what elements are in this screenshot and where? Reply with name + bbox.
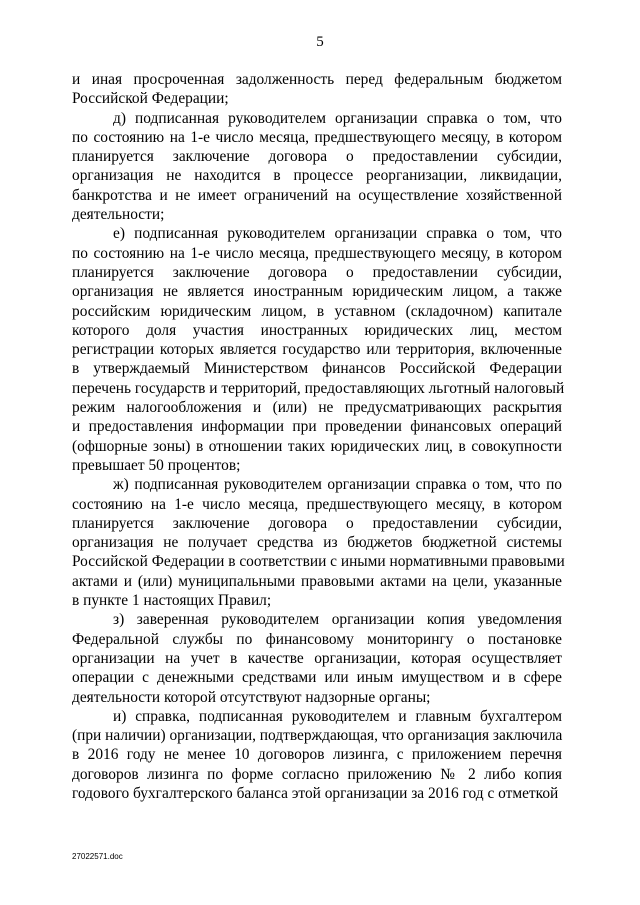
text-line: годового бухгалтерского баланса этой организации за 2016 год с отметкой bbox=[72, 784, 559, 802]
text-line: з) заверенная руководителем организации копия уведомления bbox=[113, 611, 562, 629]
text-line: состоянию на 1-е число месяца, предшествующего месяцу, в котором bbox=[72, 495, 562, 513]
text-line: которого доля участия иностранных юридических лиц, местом bbox=[72, 321, 562, 339]
text-line: по состоянию на 1-е число месяца, предшествующего месяцу, в котором bbox=[72, 128, 562, 146]
text-line: деятельности; bbox=[72, 206, 165, 224]
text-line: Российской Федерации в соответствии с иными нормативными правовыми bbox=[72, 553, 565, 571]
text-line: организации на учет в качестве организации, которая осуществляет bbox=[72, 649, 562, 667]
text-line: ж) подписанная руководителем организации справка о том, что по bbox=[113, 476, 562, 494]
page-number: 5 bbox=[316, 34, 324, 50]
paragraph bbox=[72, 475, 565, 610]
text-line: актами и (или) муниципальными правовыми актами на цели, указанные bbox=[72, 572, 562, 590]
text-line: в пункте 1 настоящих Правил; bbox=[72, 592, 272, 610]
text-line: перечень государств и территорий, предоставляющих льготный налоговый bbox=[72, 379, 565, 397]
text-line: регистрации которых является государство или территория, включенные bbox=[72, 341, 562, 359]
text-line: организация не находится в процессе реорганизации, ликвидации, bbox=[72, 167, 562, 185]
text-line: операции с денежными средствами или иным имуществом и в сфере bbox=[72, 669, 562, 687]
text-line: Российской Федерации; bbox=[72, 90, 229, 108]
document-body bbox=[72, 70, 565, 803]
paragraph bbox=[72, 707, 562, 803]
paragraph bbox=[72, 610, 562, 706]
text-line: по состоянию на 1-е число месяца, предшествующего месяцу, в котором bbox=[72, 244, 562, 262]
text-line: организация не получает средства из бюджетов бюджетной системы bbox=[72, 534, 562, 552]
text-line: е) подписанная руководителем организации справка о том, что bbox=[113, 225, 562, 243]
paragraph bbox=[72, 109, 562, 225]
text-line: (при наличии) организации, подтверждающая, что организация заключила bbox=[72, 727, 563, 745]
paragraph bbox=[72, 224, 565, 475]
text-line: деятельности которой отсутствуют надзорные органы; bbox=[72, 688, 431, 706]
text-line: д) подписанная руководителем организации справка о том, что bbox=[113, 109, 562, 127]
text-line: режим налогообложения и (или) не предусматривающих раскрытия bbox=[72, 399, 562, 417]
text-line: Федеральной службы по финансовому мониторингу о постановке bbox=[72, 630, 562, 648]
text-line: российским юридическим лицом, в уставном (складочном) капитале bbox=[72, 302, 562, 320]
text-line: и предоставления информации при проведении финансовых операций bbox=[72, 418, 562, 436]
document-footer-filename: 27022571.doc bbox=[72, 852, 123, 861]
text-line: организация не является иностранным юридическим лицом, а также bbox=[72, 283, 562, 301]
text-line: и иная просроченная задолженность перед федеральным бюджетом bbox=[72, 71, 562, 88]
text-line: в 2016 году не менее 10 договоров лизинга, с приложением перечня bbox=[72, 746, 562, 764]
text-line: договоров лизинга по форме согласно приложению № 2 либо копия bbox=[72, 765, 562, 783]
text-line: и) справка, подписанная руководителем и главным бухгалтером bbox=[113, 707, 562, 725]
text-line: превышает 50 процентов; bbox=[72, 456, 241, 474]
text-line: планируется заключение договора о предоставлении субсидии, bbox=[72, 148, 562, 166]
paragraph bbox=[72, 70, 562, 109]
text-line: (офшорные зоны) в отношении таких юридических лиц, в совокупности bbox=[72, 437, 562, 455]
text-line: планируется заключение договора о предоставлении субсидии, bbox=[72, 514, 562, 532]
text-line: планируется заключение договора о предоставлении субсидии, bbox=[72, 263, 562, 281]
text-line: в утверждаемый Министерством финансов Российской Федерации bbox=[72, 360, 562, 378]
text-line: банкротства и не имеет ограничений на осуществление хозяйственной bbox=[72, 186, 562, 204]
